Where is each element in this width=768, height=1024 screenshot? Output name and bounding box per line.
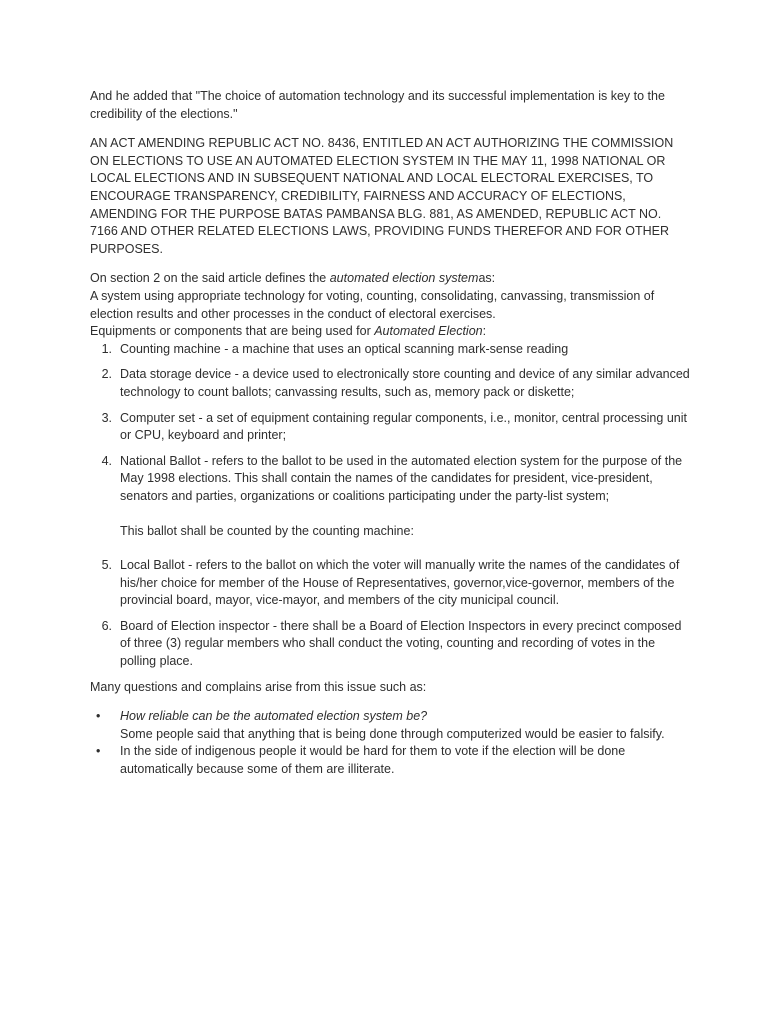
section-lead xyxy=(90,270,690,288)
list-item-note: This ballot shall be counted by the counting machine: xyxy=(120,524,414,539)
list-item-number: 5. xyxy=(101,558,112,573)
question-text: In the side of indigenous people it would be hard for them to vote if the election will be done automatically because some of them are illiterate. xyxy=(120,744,626,776)
list-item-text: Board of Election inspector - there shall be a Board of Election Inspectors in every precinct composed of three (3) regular members who shall conduct the voting, counting and recording of votes in the polling place. xyxy=(120,618,682,669)
act-title-paragraph: AN ACT AMENDING REPUBLIC ACT NO. 8436, ENTITLED AN ACT AUTHORIZING THE COMMISSION ON ELECTIONS TO USE AN AUTOMATED ELECTION SYSTEM IN THE MAY 11, 1998 NATIONAL OR LOCAL ELECTIONS AND IN SUBSEQUENT NATIONAL AND LOCAL ELECTORAL EXERCISES, TO ENCOURAGE TRANSPARENCY, CREDIBILITY, FAIRNESS AND ACCURACY OF ELECTIONS, AMENDING FOR THE PURPOSE BATAS PAMBANSA BLG. 881, AS AMENDED, REPUBLIC ACT NO. 7166 AND OTHER RELATED ELECTIONS LAWS, PROVIDING FUNDS THEREFOR AND FOR OTHER PURPOSES. xyxy=(90,136,674,256)
equipment-lead-emphasis: Automated Election xyxy=(374,324,483,339)
list-item-text: National Ballot - refers to the ballot to be used in the automated election system for the purpose of the May 1998 elections. This shall contain the names of the candidates for president, vice-president, senators and parties, organizations or coalitions participating under the party-list system; xyxy=(120,453,683,503)
list-item xyxy=(90,410,690,445)
list-item-number: 3. xyxy=(101,410,112,425)
question-text: Some people said that anything that is being done through computerized would be easier to falsify. xyxy=(120,726,665,741)
list-item-text: Counting machine - a machine that uses an optical scanning mark-sense reading xyxy=(120,341,569,356)
list-item xyxy=(90,557,690,610)
intro-paragraph: And he added that "The choice of automation technology and its successful implementation is key to the credibility of the elections." xyxy=(90,89,665,121)
section-lead-after: as: xyxy=(478,271,496,286)
equipment-list xyxy=(90,341,690,671)
list-item-number: 6. xyxy=(101,618,112,633)
bullet-icon: • xyxy=(96,744,101,759)
list-item xyxy=(90,366,690,401)
section-lead-emphasis: automated election system xyxy=(329,271,479,286)
list-item-text: Local Ballot - refers to the ballot on which the voter will manually write the names of the candidates of his/her choice for member of the House of Representatives, governor,vice-governor, members of the provincial board, mayor, vice-mayor, and members of the city municipal council. xyxy=(120,558,680,608)
list-item xyxy=(90,341,690,359)
list-item xyxy=(90,453,690,549)
list-item-text: Data storage device - a device used to electronically store counting and device of any similar advanced technology to count ballots; canvassing results, such as, memory pack or diskette; xyxy=(120,367,690,399)
equipment-lead xyxy=(90,323,690,341)
bullet-icon: • xyxy=(96,709,101,724)
section-lead-before: On section 2 on the said article defines the xyxy=(90,271,330,286)
list-item xyxy=(90,743,690,778)
list-item-text: Computer set - a set of equipment containing regular components, i.e., monitor, central processing unit or CPU, keyboard and printer; xyxy=(120,410,687,443)
questions-intro: Many questions and complains arise from this issue such as: xyxy=(90,679,427,694)
list-item xyxy=(90,708,690,743)
question-emphasis: How reliable can be the automated election system be? xyxy=(120,709,428,724)
list-item-number: 2. xyxy=(101,367,112,382)
section-definition: A system using appropriate technology for voting, counting, consolidating, canvassing, transmission of election results and other processes in the conduct of electoral exercises. xyxy=(90,288,655,321)
document-page xyxy=(90,88,690,779)
equipment-lead-before: Equipments or components that are being used for xyxy=(90,324,375,339)
list-item xyxy=(90,618,690,671)
questions-list xyxy=(90,708,690,778)
list-item-number: 1. xyxy=(101,341,112,356)
equipment-lead-after: : xyxy=(482,324,487,339)
list-item-number: 4. xyxy=(101,453,112,468)
